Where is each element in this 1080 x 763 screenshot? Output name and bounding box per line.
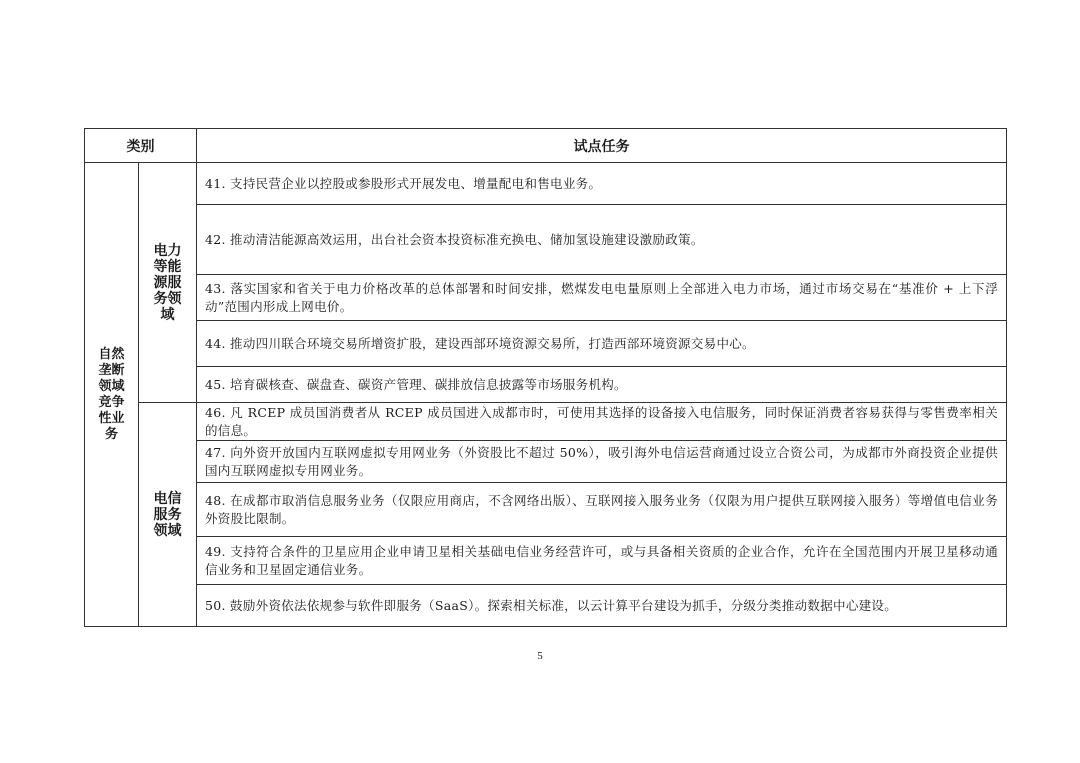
subcategory-label-telecom: 电信服务领域 <box>153 490 182 539</box>
subcategory-cell-telecom <box>139 403 197 627</box>
task-42: 42. 推动清洁能源高效运用，出台社会资本投资标准充换电、储加氢设施建设激励政策。 <box>197 205 1007 275</box>
task-41: 41. 支持民营企业以控股或参股形式开展发电、增量配电和售电业务。 <box>197 163 1007 205</box>
task-46: 46. 凡 RCEP 成员国消费者从 RCEP 成员国进入成都市时，可使用其选择的设备接入电信服务，同时保证消费者容易获得与零售费率相关的信息。 <box>197 403 1007 441</box>
task-43: 43. 落实国家和省关于电力价格改革的总体部署和时间安排，燃煤发电电量原则上全部进入电力市场，通过市场交易在“基准价 + 上下浮动”范围内形成上网电价。 <box>197 275 1007 321</box>
table-row <box>85 585 1007 627</box>
task-49: 49. 支持符合条件的卫星应用企业申请卫星相关基础电信业务经营许可，或与具备相关资质的企业合作，允许在全国范围内开展卫星移动通信业务和卫星固定通信业务。 <box>197 537 1007 585</box>
page-number: 5 <box>537 650 543 662</box>
table-row <box>85 163 1007 205</box>
header-category: 类别 <box>85 129 197 163</box>
subcategory-cell-energy <box>139 163 197 403</box>
table-row <box>85 367 1007 403</box>
task-47: 47. 向外资开放国内互联网虚拟专用网业务（外资股比不超过 50%），吸引海外电信运营商通过设立合资公司，为成都市外商投资企业提供国内互联网虚拟专用网业务。 <box>197 441 1007 483</box>
table-header-row <box>85 129 1007 163</box>
table-row <box>85 537 1007 585</box>
table-row <box>85 321 1007 367</box>
table-row <box>85 275 1007 321</box>
task-44: 44. 推动四川联合环境交易所增资扩股，建设西部环境资源交易所，打造西部环境资源交易中心。 <box>197 321 1007 367</box>
category-label: 自然垄断领域竞争性业务 <box>98 346 125 442</box>
table-row <box>85 205 1007 275</box>
category-cell <box>85 163 139 627</box>
task-50: 50. 鼓励外资依法依规参与软件即服务（SaaS）。探索相关标准，以云计算平台建设为抓手，分级分类推动数据中心建设。 <box>197 585 1007 627</box>
pilot-task-table <box>84 128 1007 627</box>
subcategory-label-energy: 电力等能源服务领域 <box>153 242 182 323</box>
table-row <box>85 441 1007 483</box>
task-48: 48. 在成都市取消信息服务业务（仅限应用商店，不含网络出版）、互联网接入服务业务（仅限为用户提供互联网接入服务）等增值电信业务外资股比限制。 <box>197 483 1007 537</box>
header-task: 试点任务 <box>197 129 1007 163</box>
task-45: 45. 培育碳核查、碳盘查、碳资产管理、碳排放信息披露等市场服务机构。 <box>197 367 1007 403</box>
table-row <box>85 483 1007 537</box>
table-row <box>85 403 1007 441</box>
